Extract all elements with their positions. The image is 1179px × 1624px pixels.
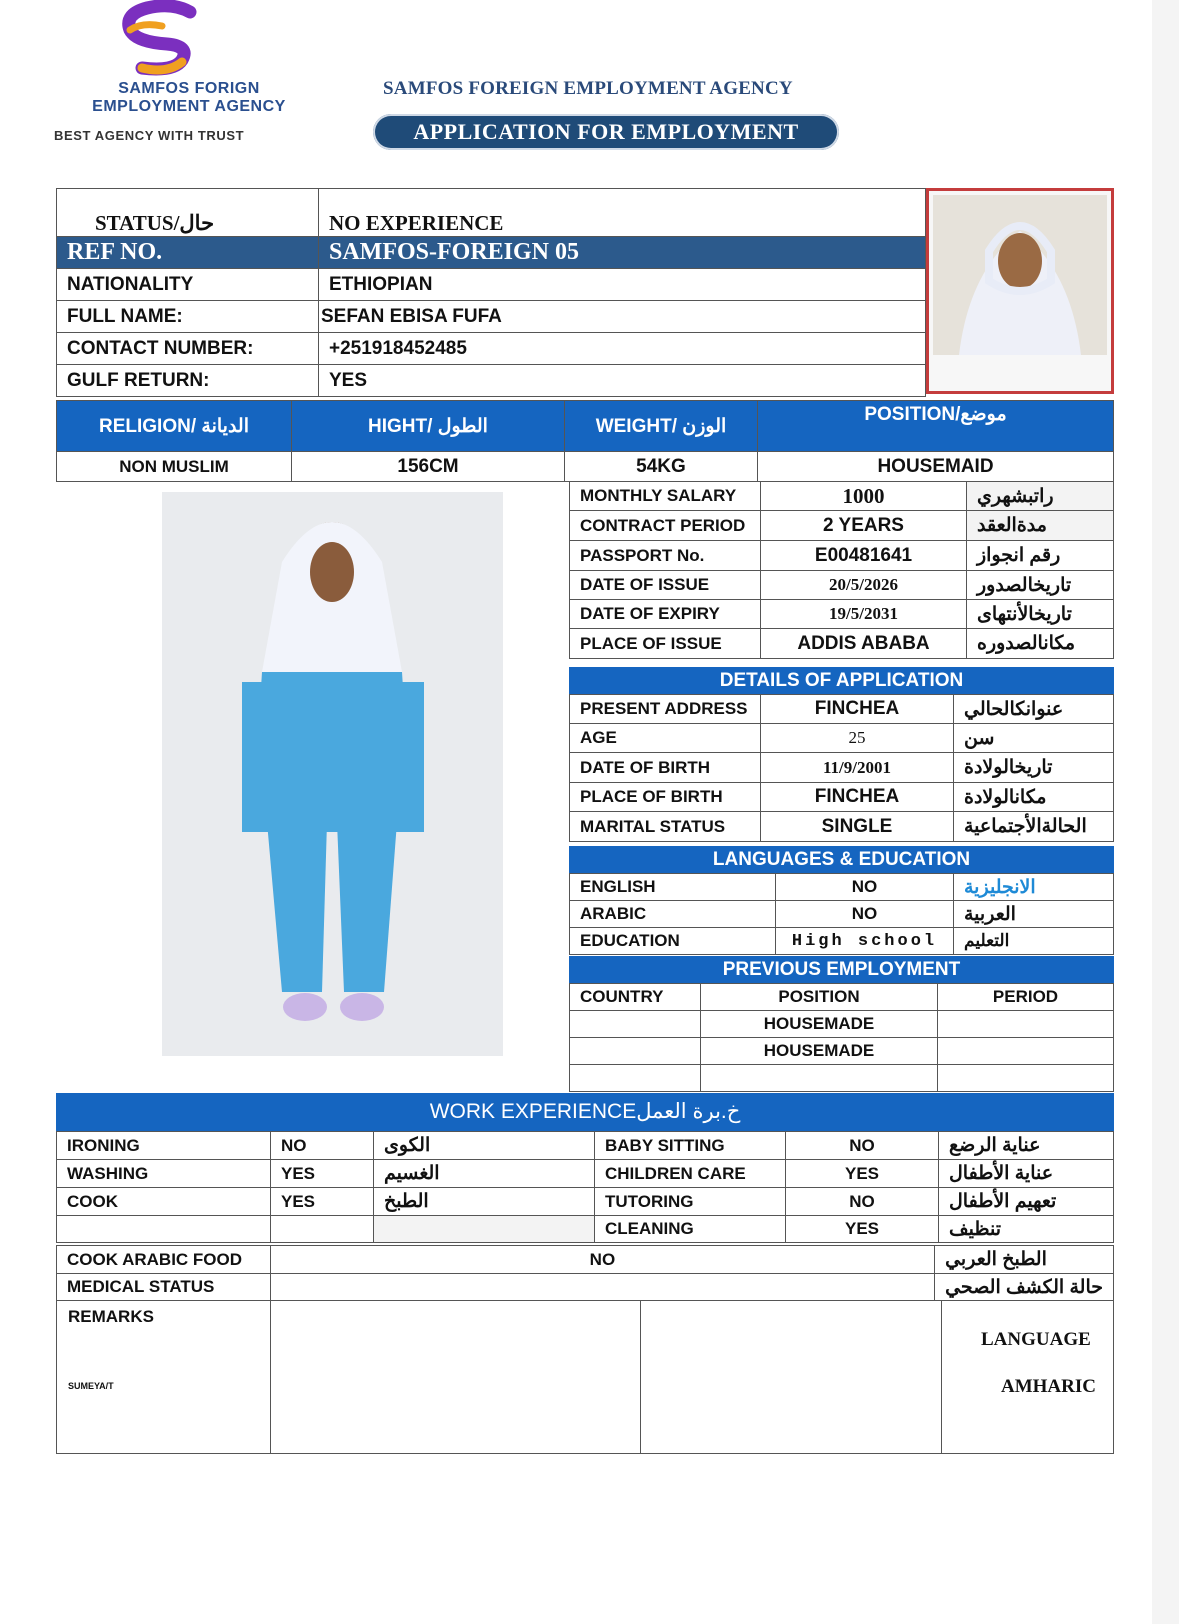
fullname-label: FULL NAME: [57, 301, 319, 333]
previous-employment-title: PREVIOUS EMPLOYMENT [569, 956, 1114, 983]
passport-photo [926, 188, 1114, 394]
skill-value: YES [786, 1216, 939, 1243]
religion-label: RELIGION/ الديانة [57, 401, 292, 452]
skill-arabic [374, 1216, 595, 1243]
skill-label: COOK [57, 1188, 271, 1216]
education-arabic: التعليم [954, 928, 1114, 955]
prev-position: HOUSEMADE [701, 1011, 938, 1038]
gulf-return-value: YES [319, 365, 926, 397]
work-experience-table [56, 1131, 1114, 1243]
skill-arabic: الغسيم [374, 1160, 595, 1188]
detail-label: PLACE OF BIRTH [570, 783, 761, 812]
detail-value: 25 [761, 724, 954, 753]
remarks-label: REMARKS [68, 1307, 154, 1326]
ref-value: SAMFOS-FOREIGN 05 [319, 237, 926, 269]
skill-label: BABY SITTING [595, 1132, 786, 1160]
language-value: NO [776, 874, 954, 901]
contact-value: +251918452485 [319, 333, 926, 365]
skill-label: IRONING [57, 1132, 271, 1160]
contract-label: PASSPORT No. [570, 541, 761, 571]
contract-arabic: مكانالصدوره [967, 629, 1114, 659]
extra-status-table [56, 1245, 1114, 1301]
skill-label: CLEANING [595, 1216, 786, 1243]
form-title: APPLICATION FOR EMPLOYMENT [373, 114, 839, 150]
prev-header-country: COUNTRY [570, 984, 701, 1011]
remarks-note: SUMEYA/T [68, 1381, 114, 1391]
detail-value: FINCHEA [761, 695, 954, 724]
gulf-return-label: GULF RETURN: [57, 365, 319, 397]
prev-position: HOUSEMADE [701, 1038, 938, 1065]
skill-label: TUTORING [595, 1188, 786, 1216]
samfos-logo-icon [112, 0, 202, 80]
contract-value: 1000 [761, 482, 967, 511]
detail-arabic: الحالةالأجتماعية [954, 812, 1114, 842]
attributes-table [56, 400, 1114, 482]
contract-label: MONTHLY SALARY [570, 482, 761, 511]
details-table [569, 694, 1114, 842]
contract-value: E00481641 [761, 541, 967, 571]
details-title: DETAILS OF APPLICATION [569, 667, 1114, 694]
contract-arabic: مدةالعقد [967, 511, 1114, 541]
contract-arabic: تاريخالأنتهاى [967, 600, 1114, 629]
detail-label: AGE [570, 724, 761, 753]
language-arabic: الانجليزية [954, 874, 1114, 901]
skill-value: NO [786, 1132, 939, 1160]
height-label: HIGHT/ الطول [292, 401, 565, 452]
medical-status-arabic: حالة الكشف الصحي [935, 1274, 1114, 1301]
skill-value: YES [271, 1188, 374, 1216]
nationality-label: NATIONALITY [57, 269, 319, 301]
detail-arabic: عنوانكالحالي [954, 695, 1114, 724]
cook-arabic-arabic: الطبخ العربي [935, 1246, 1114, 1274]
contract-arabic: رقم انجواز [967, 541, 1114, 571]
prev-header-position: POSITION [701, 984, 938, 1011]
contract-label: DATE OF EXPIRY [570, 600, 761, 629]
skill-label: WASHING [57, 1160, 271, 1188]
contract-value: 20/5/2026 [761, 571, 967, 600]
remarks-box [56, 1300, 1114, 1454]
work-experience-title: WORK EXPERIENCEخ.برة العمل [56, 1093, 1114, 1131]
medical-status-value [270, 1274, 934, 1301]
skill-value: YES [786, 1160, 939, 1188]
skill-arabic: الطبخ [374, 1188, 595, 1216]
medical-status-label: MEDICAL STATUS [57, 1274, 271, 1301]
skill-value [271, 1216, 374, 1243]
full-body-photo-image [162, 492, 503, 1056]
status-label: STATUS/حال [57, 189, 319, 237]
height-value: 156CM [292, 452, 565, 482]
language-value: NO [776, 901, 954, 928]
weight-value: 54KG [565, 452, 758, 482]
contract-value: 19/5/2031 [761, 600, 967, 629]
religion-value: NON MUSLIM [57, 452, 292, 482]
identity-table [56, 188, 926, 397]
status-value: NO EXPERIENCE [319, 189, 926, 237]
prev-period [938, 1065, 1114, 1092]
contract-value: ADDIS ABABA [761, 629, 967, 659]
prev-period [938, 1011, 1114, 1038]
prev-position [701, 1065, 938, 1092]
detail-label: MARITAL STATUS [570, 812, 761, 842]
logo-line2: EMPLOYMENT AGENCY [92, 98, 286, 115]
detail-value: 11/9/2001 [761, 753, 954, 783]
contract-label: PLACE OF ISSUE [570, 629, 761, 659]
nationality-value: ETHIOPIAN [319, 269, 926, 301]
language-arabic: العربية [954, 901, 1114, 928]
cook-arabic-label: COOK ARABIC FOOD [57, 1246, 271, 1274]
passport-photo-image [929, 191, 1111, 391]
education-value: High school [776, 928, 954, 955]
prev-period [938, 1038, 1114, 1065]
weight-label: WEIGHT/ الوزن [565, 401, 758, 452]
detail-label: PRESENT ADDRESS [570, 695, 761, 724]
detail-arabic: تاريخالولادة [954, 753, 1114, 783]
ref-label: REF NO. [57, 237, 319, 269]
prev-country [570, 1065, 701, 1092]
skill-arabic: تعهيم الأطفال [939, 1188, 1114, 1216]
language-label: ARABIC [570, 901, 776, 928]
education-label: EDUCATION [570, 928, 776, 955]
previous-employment-table [569, 983, 1114, 1092]
full-body-photo [162, 492, 503, 1056]
skill-label [57, 1216, 271, 1243]
logo-name [54, 80, 324, 116]
agency-name: SAMFOS FOREIGN EMPLOYMENT AGENCY [383, 78, 793, 99]
logo-line1: SAMFOS FORIGN [118, 80, 260, 97]
skill-arabic: عناية الأطفال [939, 1160, 1114, 1188]
skill-arabic: الكوى [374, 1132, 595, 1160]
languages-title: LANGUAGES & EDUCATION [569, 846, 1114, 873]
skill-value: NO [271, 1132, 374, 1160]
skill-label: CHILDREN CARE [595, 1160, 786, 1188]
skill-value: YES [271, 1160, 374, 1188]
detail-arabic: سن [954, 724, 1114, 753]
contract-value: 2 YEARS [761, 511, 967, 541]
cook-arabic-value: NO [270, 1246, 934, 1274]
logo-tagline: BEST AGENCY WITH TRUST [54, 128, 245, 143]
detail-label: DATE OF BIRTH [570, 753, 761, 783]
detail-value: SINGLE [761, 812, 954, 842]
skill-arabic: تنظيف [939, 1216, 1114, 1243]
language-spoken-label: LANGUAGE [981, 1329, 1091, 1350]
prev-country [570, 1038, 701, 1065]
position-label: POSITION/موضع [758, 401, 1114, 452]
prev-header-period: PERIOD [938, 984, 1114, 1011]
contract-arabic: راتبشهري [967, 482, 1114, 511]
language-label: ENGLISH [570, 874, 776, 901]
detail-value: FINCHEA [761, 783, 954, 812]
detail-arabic: مكانالولادة [954, 783, 1114, 812]
prev-country [570, 1011, 701, 1038]
contact-label: CONTACT NUMBER: [57, 333, 319, 365]
skill-value: NO [786, 1188, 939, 1216]
fullname-value: SEFAN EBISA FUFA [319, 301, 926, 333]
languages-table [569, 873, 1114, 955]
contract-arabic: تاريخالصدور [967, 571, 1114, 600]
contract-label: CONTRACT PERIOD [570, 511, 761, 541]
position-value: HOUSEMAID [758, 452, 1114, 482]
language-spoken-value: AMHARIC [1001, 1376, 1096, 1397]
contract-label: DATE OF ISSUE [570, 571, 761, 600]
contract-table [569, 481, 1114, 659]
skill-arabic: عناية الرضع [939, 1132, 1114, 1160]
